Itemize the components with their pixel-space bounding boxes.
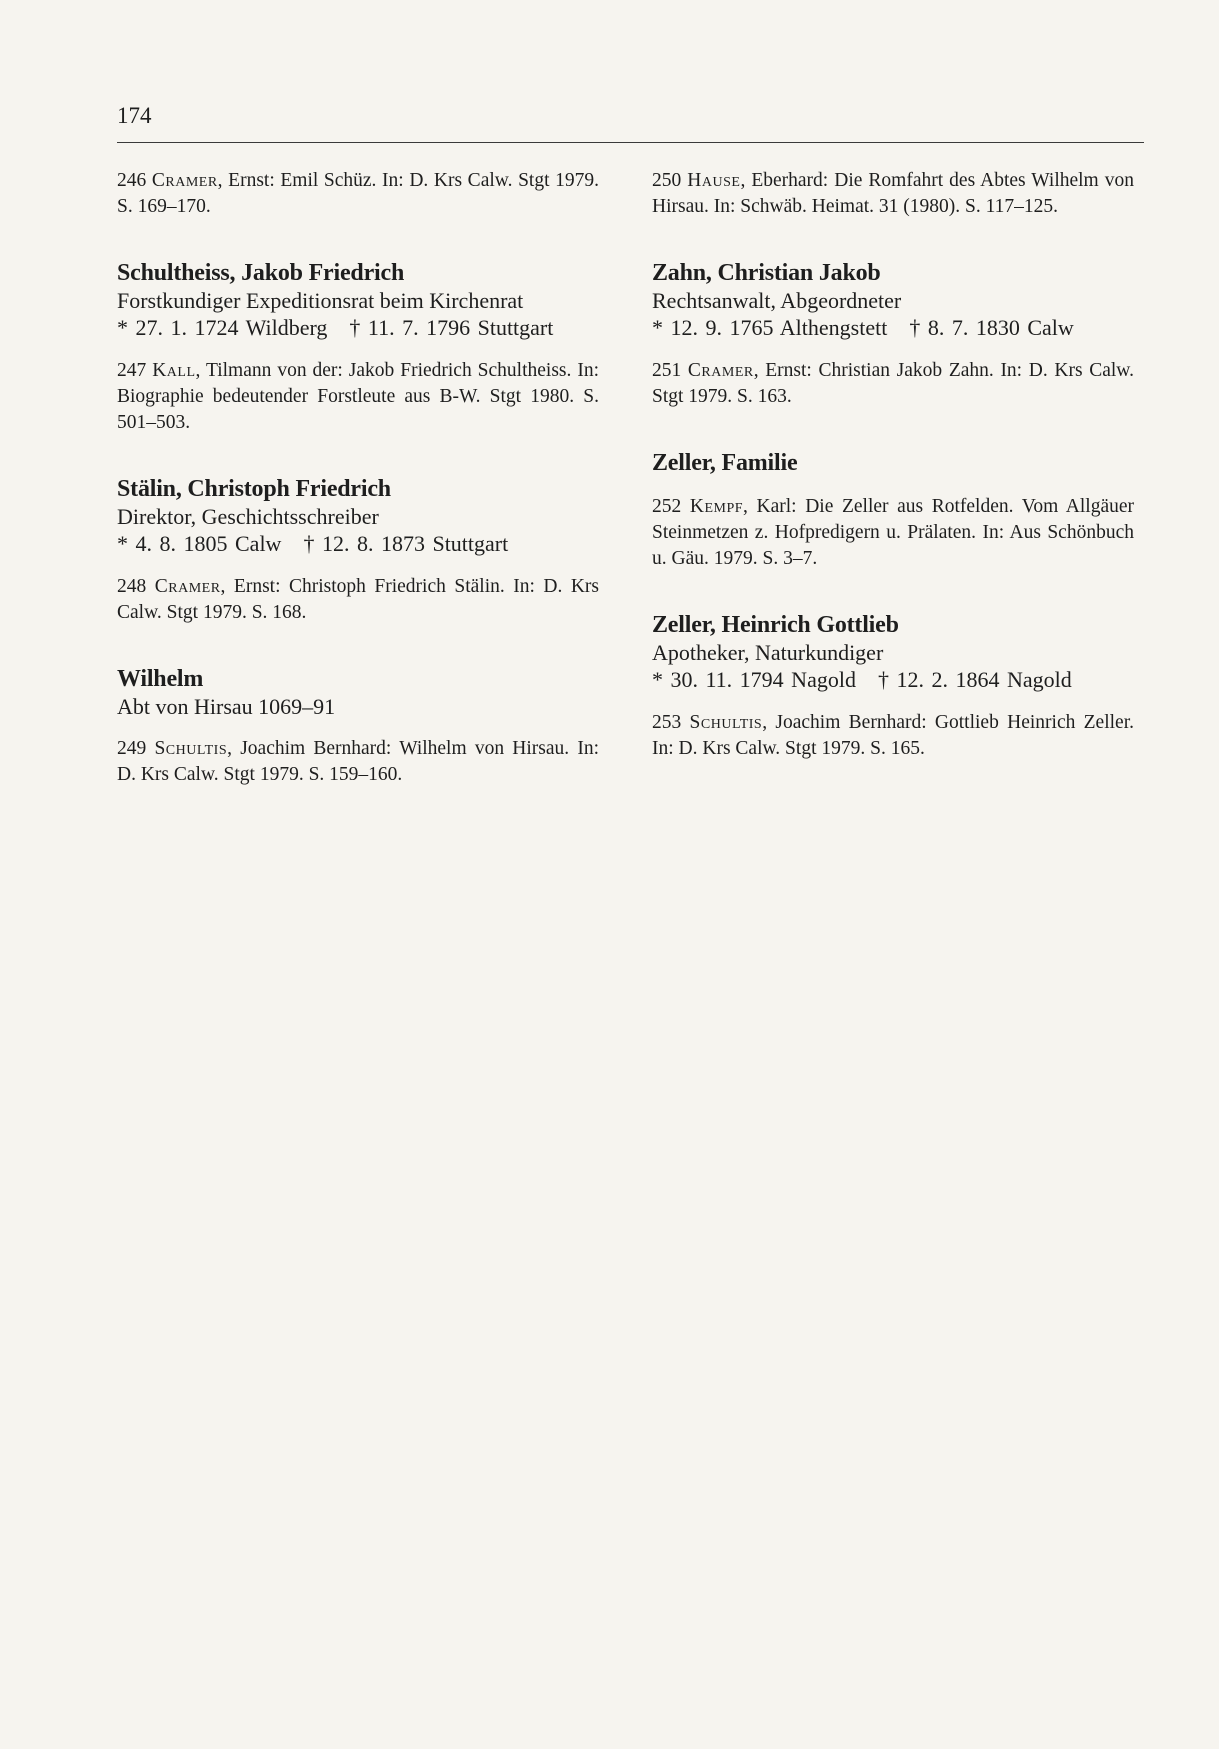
birth-date: * 27. 1. 1724 Wildberg	[117, 315, 328, 340]
reference-number: 253	[652, 712, 682, 733]
reference-number: 247	[117, 360, 147, 381]
reference-number: 248	[117, 576, 147, 597]
right-column	[652, 168, 1134, 762]
left-column	[117, 168, 599, 788]
person-name: Zeller, Familie	[652, 450, 798, 476]
reference-author: Schultis	[689, 712, 763, 733]
reference-author: Kall	[152, 360, 196, 381]
reference-author: Kempf	[689, 496, 744, 517]
person-dates	[652, 666, 1134, 694]
reference-number: 246	[117, 170, 147, 191]
reference-author: Cramer	[151, 170, 218, 191]
person-zahn	[652, 258, 1134, 342]
reference-250	[652, 168, 1134, 220]
reference-text: , Ernst: Christoph Friedrich Stälin. In: D. Krs Calw. Stgt 1979. S. 168.	[117, 576, 599, 623]
death-date: † 11. 7. 1796 Stuttgart	[349, 315, 554, 340]
reference-author: Schultis	[154, 738, 228, 759]
reference-247	[117, 358, 599, 436]
person-schultheiss	[117, 258, 599, 342]
person-name: Schultheiss, Jakob Friedrich	[117, 260, 405, 286]
reference-number: 249	[117, 738, 147, 759]
person-role: Rechtsanwalt, Abgeordneter	[652, 288, 902, 313]
reference-253	[652, 710, 1134, 762]
reference-number: 250	[652, 170, 682, 191]
reference-author: Cramer	[154, 576, 221, 597]
reference-248	[117, 574, 599, 626]
reference-text: , Karl: Die Zeller aus Rotfelden. Vom Allgäuer Steinmetzen z. Hofpredigern u. Prälaten. In: Aus Schönbuch u. Gäu. 1979. S. 3–7.	[652, 496, 1135, 569]
reference-number: 252	[652, 496, 682, 517]
death-date: † 12. 2. 1864 Nagold	[877, 667, 1072, 692]
reference-text: , Eberhard: Die Romfahrt des Abtes Wilhelm von Hirsau. In: Schwäb. Heimat. 31 (1980). S. 117–125.	[652, 170, 1135, 217]
reference-text: , Ernst: Christian Jakob Zahn. In: D. Krs Calw. Stgt 1979. S. 163.	[652, 360, 1134, 407]
reference-249	[117, 736, 599, 788]
reference-text: , Tilmann von der: Jakob Friedrich Schultheiss. In: Biographie bedeutender Forstleute aus B-W. Stgt 1980. S. 501–503.	[117, 360, 599, 433]
reference-number: 251	[652, 360, 682, 381]
reference-text: , Joachim Bernhard: Wilhelm von Hirsau. In: D. Krs Calw. Stgt 1979. S. 159–160.	[117, 738, 600, 785]
person-dates	[117, 314, 599, 342]
person-dates	[117, 530, 599, 558]
reference-246	[117, 168, 599, 220]
person-zeller-heinrich	[652, 610, 1134, 694]
reference-author: Hause	[687, 170, 741, 191]
death-date: † 12. 8. 1873 Stuttgart	[303, 531, 509, 556]
header-rule	[117, 142, 1144, 143]
birth-date: * 30. 11. 1794 Nagold	[652, 667, 856, 692]
reference-252	[652, 494, 1134, 572]
person-role: Abt von Hirsau 1069–91	[117, 694, 336, 719]
reference-text: , Ernst: Emil Schüz. In: D. Krs Calw. Stgt 1979. S. 169–170.	[117, 170, 599, 217]
person-wilhelm	[117, 664, 599, 720]
person-role: Direktor, Geschichtsschreiber	[117, 504, 379, 529]
reference-text: , Joachim Bernhard: Gottlieb Heinrich Zeller. In: D. Krs Calw. Stgt 1979. S. 165.	[652, 712, 1134, 759]
person-name: Wilhelm	[117, 666, 204, 692]
page-number: 174	[117, 103, 152, 128]
person-name: Zeller, Heinrich Gottlieb	[652, 612, 899, 638]
person-role: Forstkundiger Expeditionsrat beim Kirchenrat	[117, 288, 524, 313]
person-role: Apotheker, Naturkundiger	[652, 640, 884, 665]
person-dates	[652, 314, 1134, 342]
death-date: † 8. 7. 1830 Calw	[909, 315, 1074, 340]
reference-author: Cramer	[687, 360, 754, 381]
birth-date: * 4. 8. 1805 Calw	[117, 531, 282, 556]
birth-date: * 12. 9. 1765 Althengstett	[652, 315, 888, 340]
person-name: Stälin, Christoph Friedrich	[117, 476, 391, 502]
person-zeller-familie	[652, 448, 1134, 478]
reference-251	[652, 358, 1134, 410]
person-staelin	[117, 474, 599, 558]
person-name: Zahn, Christian Jakob	[652, 260, 881, 286]
